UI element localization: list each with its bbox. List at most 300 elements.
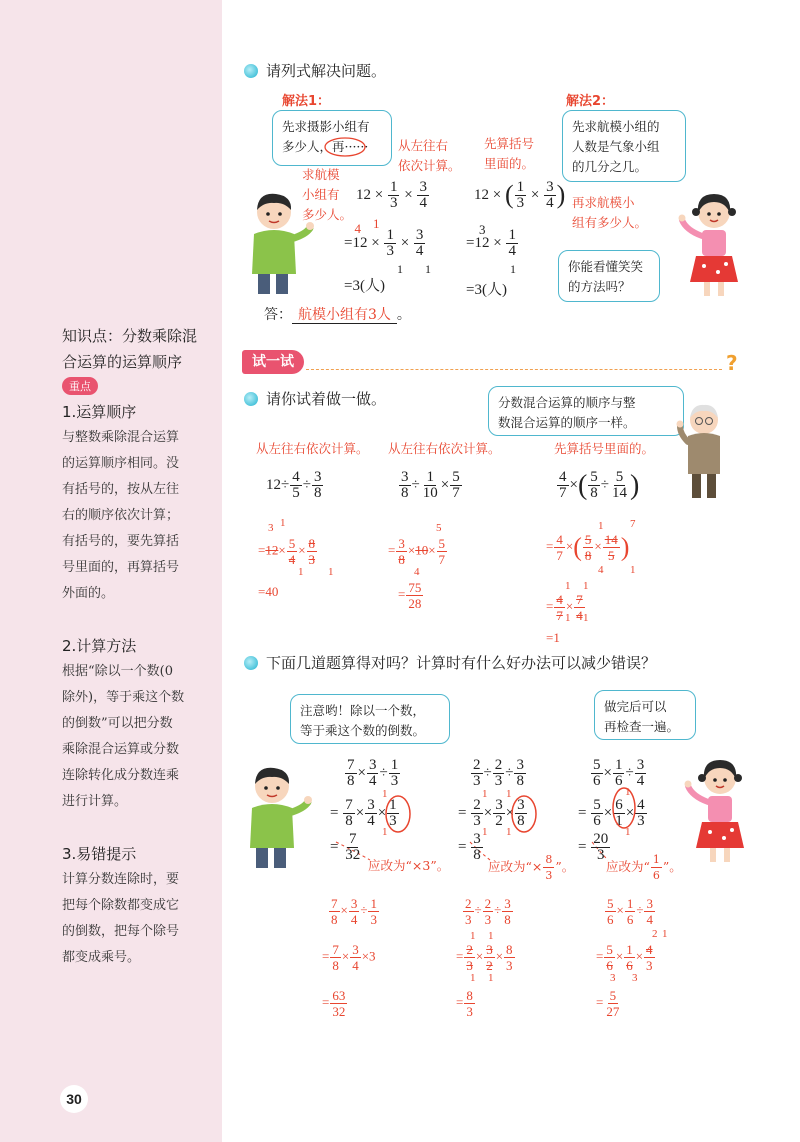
wrong2-result — [458, 832, 484, 863]
reduced-value: 4 — [598, 564, 604, 576]
numerator: 5 — [593, 757, 601, 773]
reduced-value: 7 — [630, 518, 636, 530]
bubble-line: 再检查一遍。 — [604, 719, 680, 734]
numerator: 3 — [636, 757, 645, 773]
numerator: 2 — [494, 757, 503, 773]
denominator: 32 — [345, 847, 361, 863]
denominator: 4 — [419, 195, 427, 211]
operator: × — [475, 948, 484, 964]
step-method1: =12 4 × $\frac{1}{3}$ × $\frac{3}{4}$ — [344, 220, 424, 259]
fix-text: ”。 — [662, 859, 682, 874]
number: 12 — [474, 234, 490, 251]
numerator: 1 — [390, 757, 399, 773]
operator: ÷ — [505, 764, 514, 781]
note-line: 从左往右 — [398, 138, 449, 153]
reduced-value: 1 — [488, 972, 494, 984]
numerator: 4 — [646, 942, 653, 957]
operator: × — [565, 538, 574, 554]
equals-sign: = — [596, 994, 604, 1010]
equals-sign: = — [596, 948, 604, 964]
reduced-value: 1 — [510, 262, 516, 276]
fraction — [604, 942, 615, 973]
fraction — [349, 896, 360, 927]
text-line: 与整数乘除混合运算 — [62, 430, 180, 445]
section-method-heading: 2.计算方法 — [62, 637, 137, 655]
numerator: 1 — [389, 797, 397, 813]
fraction — [464, 942, 475, 973]
fraction — [471, 832, 483, 863]
denominator: 10 — [422, 485, 438, 501]
operator: × — [357, 764, 366, 781]
reduced-value: 1 — [382, 788, 388, 800]
denominator: 3 — [370, 912, 377, 927]
numerator: 1 — [389, 179, 398, 195]
reduced-value: 1 — [630, 564, 636, 576]
reduced-value: 1 — [470, 972, 476, 984]
numerator: 14 — [604, 532, 618, 547]
numerator: 6 — [615, 797, 623, 813]
reduced-value: 1 — [298, 566, 304, 578]
numerator: 8 — [545, 853, 553, 866]
reduced-value: 3 — [268, 522, 274, 534]
denominator: 6 — [614, 773, 623, 789]
correct3-result — [596, 988, 622, 1019]
equals-sign: = — [322, 948, 330, 964]
numerator: 5 — [288, 536, 296, 551]
denominator: 3 — [465, 912, 472, 927]
equals-sign: = — [546, 538, 554, 554]
note-problem1: 从左往右依次计算。 — [256, 441, 369, 456]
try-it-tab: 试一试 — [242, 350, 304, 374]
operator: × — [603, 764, 612, 781]
numerator: 1 — [508, 227, 516, 243]
method1-label: 解法1： — [282, 94, 331, 109]
operator: × — [340, 902, 348, 918]
numerator: 5 — [615, 469, 624, 486]
grandpa-illustration — [676, 400, 726, 502]
right-paren: ) — [556, 180, 566, 209]
numerator: 7 — [347, 757, 355, 773]
bubble-line: 你能看懂笑笑 — [568, 259, 644, 274]
equals-sign: = — [258, 542, 266, 558]
equals-sign: = — [330, 838, 339, 855]
fix-text: 应改为“× — [488, 859, 543, 874]
section-pitfall-heading: 3.易错提示 — [62, 845, 137, 863]
girl-illustration-2 — [680, 756, 750, 866]
fraction — [651, 852, 662, 883]
problem1-result: =40 — [258, 584, 279, 599]
answer-fill: 航模小组有3人 — [292, 307, 397, 324]
reduced-value: 4 — [414, 566, 420, 578]
equals-sign: = — [456, 948, 464, 964]
numerator: 7 — [331, 896, 338, 911]
reduced-value: 1 — [373, 216, 380, 231]
boy-illustration-2 — [242, 764, 312, 872]
operator: ÷ — [636, 902, 644, 918]
fraction — [644, 942, 655, 973]
numerator: 5 — [606, 942, 613, 957]
denominator: 7 — [556, 608, 563, 623]
numerator: 5 — [607, 896, 614, 911]
fraction — [368, 896, 379, 927]
equals-sign: = — [398, 586, 406, 602]
numerator: 3 — [352, 942, 359, 957]
denominator: 3 — [473, 773, 481, 789]
text-line: 的倒数，把每个除号 — [62, 924, 180, 939]
fraction — [543, 852, 554, 883]
denominator: 3 — [506, 958, 513, 973]
bubble-line: 多少人，再······ — [282, 139, 369, 154]
denominator: 14 — [612, 485, 628, 502]
numerator: 3 — [486, 942, 493, 957]
numerator: 3 — [350, 896, 358, 911]
number: 12 — [474, 187, 489, 203]
fraction — [330, 942, 341, 973]
denominator: 4 — [508, 243, 516, 259]
operator: × — [569, 477, 578, 493]
bubble-line: 人数是气象小组 — [572, 139, 660, 154]
fraction — [464, 988, 475, 1019]
text-line: 有括号的，要先算括 — [62, 534, 180, 549]
operator: ÷ — [483, 764, 492, 781]
bubble-line: 注意哟！除以一个数， — [300, 703, 426, 718]
numerator: 5 — [593, 797, 601, 813]
denominator: 8 — [516, 773, 524, 789]
step-method2: =12 × $\frac{1}{4}$ — [466, 227, 516, 259]
denominator: 4 — [368, 773, 377, 789]
reduced-value: 1 — [482, 826, 488, 838]
numerator: 3 — [398, 536, 405, 551]
reduced-value: 5 — [436, 522, 442, 534]
numerator: 7 — [332, 942, 339, 957]
numerator: 3 — [313, 469, 322, 485]
operator: × — [603, 804, 613, 821]
cancelled-number: 12 — [265, 542, 279, 558]
note-line: 里面的。 — [484, 156, 535, 171]
numerator: 5 — [438, 536, 446, 551]
fraction — [483, 896, 494, 927]
numerator: 4 — [556, 592, 563, 607]
reduced-value: 2 — [652, 928, 658, 940]
operator: × — [428, 542, 436, 558]
shirt — [708, 796, 732, 822]
operator: ÷ — [474, 902, 482, 918]
skirt — [696, 822, 744, 848]
operator: × — [616, 902, 624, 918]
numerator: 8 — [308, 536, 316, 551]
denominator: 3 — [389, 195, 398, 211]
question-mark-icon: ? — [726, 351, 738, 375]
text-line: 连除转化成分数连乘 — [62, 768, 180, 783]
bubble-line: 先求摄影小组有 — [282, 119, 370, 134]
operator: ÷ — [600, 477, 610, 493]
result-method2: =3(人) — [466, 282, 507, 298]
reduced-value: 1 — [662, 928, 668, 940]
reduced-value: 1 — [583, 580, 589, 592]
equals-sign: = — [388, 542, 396, 558]
denominator: 7 — [559, 485, 567, 502]
denominator: 7 — [452, 485, 460, 501]
operator: ÷ — [625, 764, 634, 781]
operator: × — [505, 804, 515, 821]
reduced-value: 1 — [565, 612, 571, 624]
reduced-value: 3 — [610, 972, 616, 984]
operator: × — [615, 948, 624, 964]
correct3-step — [596, 942, 656, 973]
denominator: 3 — [466, 958, 473, 973]
text-line: 号里面的，再算括号 — [62, 560, 180, 575]
reduced-value: 1 — [506, 826, 512, 838]
denominator: 6 — [607, 912, 614, 927]
text-line: 把每个除数都变成它 — [62, 898, 180, 913]
note-line: 小组有 — [302, 187, 340, 202]
numerator: 3 — [368, 757, 377, 773]
operator: ÷ — [494, 902, 502, 918]
problem3-result: =1 — [546, 630, 560, 645]
operator: × — [298, 542, 306, 558]
bubble-line: 先求航模小组的 — [572, 119, 660, 134]
denominator: 8 — [331, 912, 338, 927]
denominator: 1 — [615, 813, 623, 829]
expression-method2: 12 × ( $\frac{1}{3}$ × $\frac{3}{4}$ ) — [474, 179, 566, 212]
numerator: 2 — [466, 942, 473, 957]
reduced-value: 1 — [565, 580, 571, 592]
right-paren: ) — [620, 532, 630, 562]
fix-note2 — [488, 852, 574, 883]
operator: ÷ — [360, 902, 368, 918]
denominator: 4 — [350, 912, 358, 927]
knowledge-title-line1: 知识点：分数乘除混 — [62, 327, 198, 345]
right-paren: ) — [630, 470, 640, 501]
operator: ÷ — [281, 476, 290, 493]
numerator: 3 — [473, 831, 481, 847]
operator: ÷ — [379, 764, 388, 781]
numerator: 2 — [473, 757, 481, 773]
text-line: 除外)，等于乘这个数 — [62, 690, 185, 705]
numerator: 3 — [401, 469, 409, 485]
answer-suffix: 。 — [396, 307, 411, 323]
denominator: 8 — [504, 912, 511, 927]
correct3-expression — [604, 896, 656, 927]
numerator: 1 — [652, 853, 660, 866]
reduced-value: 1 — [625, 826, 631, 838]
numerator: 3 — [517, 797, 525, 813]
denominator: 3 — [466, 1004, 473, 1019]
fraction — [484, 942, 495, 973]
denominator: 4 — [576, 608, 583, 623]
numerator: 8 — [466, 988, 473, 1003]
numerator: 1 — [386, 227, 394, 243]
numerator: 3 — [646, 896, 653, 911]
reduced-value: 4 — [354, 220, 361, 236]
denominator: 3 — [386, 243, 394, 259]
operator: × — [377, 804, 387, 821]
denominator: 6 — [593, 773, 601, 789]
denominator: 4 — [367, 813, 375, 829]
note-line: 组有多少人。 — [572, 215, 648, 230]
numerator: 1 — [426, 469, 434, 485]
numerator: 1 — [516, 179, 525, 196]
ellipsis-circle — [325, 138, 365, 156]
heading-text: 请列式解决问题。 — [266, 62, 387, 80]
numerator: 3 — [495, 797, 503, 813]
reduced-value: 3 — [479, 222, 486, 237]
denominator: 8 — [398, 552, 405, 567]
numerator: 3 — [516, 757, 524, 773]
operator: × — [565, 598, 574, 614]
denominator: 8 — [345, 813, 353, 829]
numerator: 3 — [415, 227, 424, 243]
bubble-line: 的方法吗？ — [568, 279, 631, 294]
denominator: 2 — [486, 958, 493, 973]
text-line: 外面的。 — [62, 586, 115, 601]
denominator: 6 — [626, 912, 634, 927]
reduced-value: 1 — [482, 788, 488, 800]
denominator: 2 — [495, 813, 503, 829]
fix-text: ”。 — [555, 859, 575, 874]
number: 12 — [266, 476, 281, 493]
equals-sign: = — [546, 598, 554, 614]
left-paren: ( — [577, 470, 588, 501]
text-line: 右的顺序依次计算； — [62, 508, 180, 523]
text-line: 计算分数连除时，要 — [62, 872, 180, 887]
denominator: 8 — [332, 958, 339, 973]
note-problem2: 从左往右依次计算。 — [388, 441, 501, 456]
coat — [688, 433, 720, 474]
denominator: 8 — [313, 485, 322, 501]
operator: × — [635, 948, 644, 964]
shirt — [250, 804, 294, 848]
fraction — [625, 896, 636, 927]
reduced-value: 1 — [583, 612, 589, 624]
result-method1: =3(人) — [344, 278, 385, 294]
denominator: 4 — [636, 773, 645, 789]
denominator: 3 — [516, 195, 525, 212]
fraction — [644, 896, 655, 927]
denominator: 6 — [606, 958, 613, 973]
correct1-step — [322, 942, 376, 973]
equals-sign: = — [456, 994, 464, 1010]
numerator: 2 — [465, 896, 472, 911]
numerator: 3 — [367, 797, 375, 813]
equals-sign: = — [458, 804, 467, 821]
numerator: 2 — [484, 896, 492, 911]
numerator: 3 — [504, 896, 511, 911]
denominator: 3 — [389, 813, 397, 829]
denominator: 8 — [401, 485, 409, 501]
denominator: 8 — [590, 485, 598, 502]
text-line: 有括号的，按从左往 — [62, 482, 180, 497]
denominator: 7 — [438, 552, 446, 567]
operator: × — [483, 804, 493, 821]
numerator: 1 — [626, 896, 634, 911]
reduced-value: 1 — [328, 566, 334, 578]
text-line: 的运算顺序相同。没 — [62, 456, 180, 471]
numerator: 7 — [345, 797, 353, 813]
girl-illustration — [674, 190, 744, 300]
denominator: 3 — [596, 847, 605, 863]
fraction — [504, 942, 515, 973]
text-line: 乘除混合运算或分数 — [62, 742, 180, 757]
wrong1-result — [330, 832, 363, 863]
boy-illustration — [244, 190, 314, 298]
text-line: 都变成乘号。 — [62, 950, 141, 965]
multiply-term: ×3 — [361, 948, 376, 964]
error-circle — [613, 788, 635, 828]
numerator: 5 — [452, 469, 460, 485]
equals-sign: = — [330, 804, 339, 821]
method2-label: 解法2： — [566, 94, 615, 109]
numerator: 5 — [584, 532, 592, 547]
note-line: 先算括号 — [484, 136, 535, 151]
expression-method1: 12 × $\frac{1}{3}$ × $\frac{3}{4}$ — [356, 179, 427, 211]
numerator: 75 — [408, 580, 422, 595]
equals-sign: = — [578, 804, 587, 821]
denominator: 4 — [352, 958, 359, 973]
denominator: 8 — [584, 548, 592, 563]
denominator: 3 — [545, 869, 553, 882]
knowledge-title-line2: 合运算的运算顺序 — [62, 353, 183, 371]
operator: × — [495, 948, 504, 964]
denominator: 3 — [473, 813, 481, 829]
numerator: 7 — [576, 592, 583, 607]
numerator: 5 — [609, 988, 617, 1003]
bubble-line: 数混合运算的顺序一样。 — [498, 415, 636, 430]
correct1-expression — [328, 896, 380, 927]
note-line: 依次计算。 — [398, 158, 461, 173]
numerator: 3 — [546, 179, 554, 196]
denominator: 6 — [593, 813, 601, 829]
denominator: 8 — [517, 813, 525, 829]
error-circle — [512, 796, 536, 832]
numerator: 63 — [332, 988, 346, 1003]
reduced-value: 1 — [425, 262, 431, 276]
fraction — [330, 988, 347, 1019]
equals-sign: = — [458, 838, 467, 855]
reduced-value: 1 — [382, 826, 388, 838]
fraction — [502, 896, 513, 927]
reduced-value: 1 — [397, 262, 403, 276]
reduced-value: 1 — [625, 786, 631, 798]
equals-sign: = — [578, 838, 587, 855]
correct2-step — [456, 942, 516, 973]
numerator: 1 — [614, 757, 623, 773]
denominator: 3 — [494, 773, 503, 789]
numerator: 20 — [593, 831, 609, 847]
heading-text: 下面几道题算得对吗？计算时有什么好办法可以减少错误？ — [266, 654, 657, 672]
denominator: 3 — [308, 552, 316, 567]
bubble-line: 的几分之几。 — [572, 159, 648, 174]
denominator: 3 — [646, 958, 653, 973]
fraction — [463, 896, 474, 927]
shirt — [702, 230, 726, 256]
denominator: 4 — [415, 243, 424, 259]
text-line: 进行计算。 — [62, 794, 128, 809]
reduced-value: 1 — [598, 520, 604, 532]
denominator: 3 — [637, 813, 645, 829]
numerator: 1 — [626, 942, 633, 957]
heading-text: 请你试着做一做。 — [266, 390, 387, 408]
correct1-result — [322, 988, 348, 1019]
shirt — [252, 230, 296, 274]
numerator: 4 — [556, 532, 563, 547]
cancelled-number: 10 — [415, 542, 429, 558]
text-line: 根据“除以一个数(0 — [62, 664, 173, 679]
bubble-line: 做完后可以 — [604, 699, 667, 714]
equals-sign: = — [466, 234, 475, 251]
numerator: 4 — [637, 797, 645, 813]
operator: × — [341, 948, 350, 964]
